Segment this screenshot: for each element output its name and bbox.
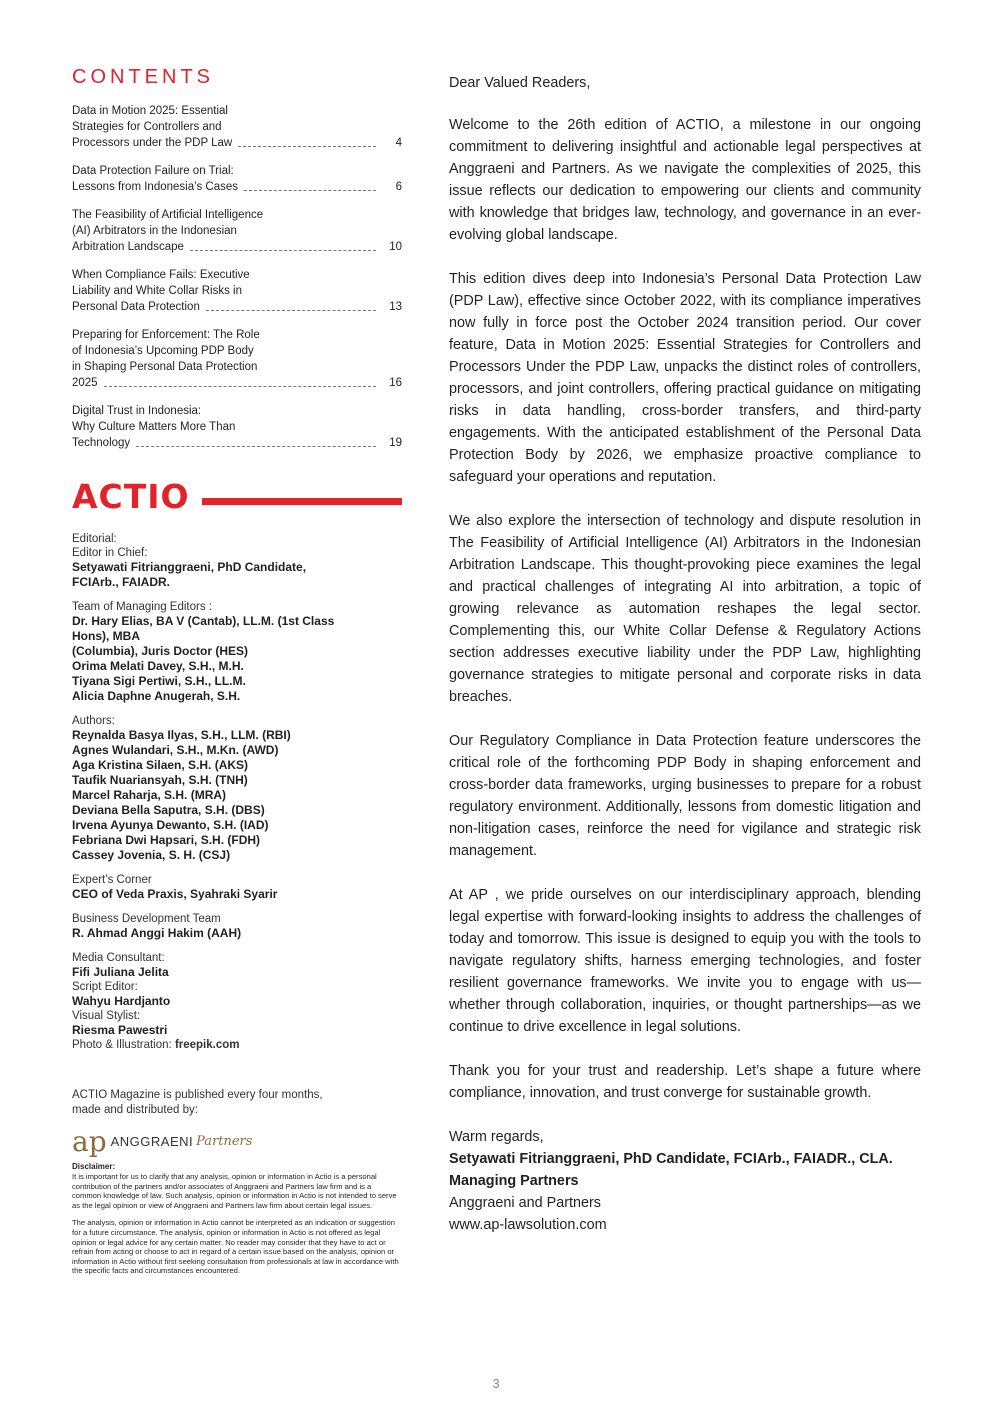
bizdev-label: Business Development Team xyxy=(72,913,221,925)
actio-logo-row xyxy=(72,477,402,516)
toc-item-line: in Shaping Personal Data Protection xyxy=(72,361,258,373)
toc-item[interactable] xyxy=(72,163,402,195)
toc-item-line: of Indonesia’s Upcoming PDP Body xyxy=(72,345,254,357)
toc-list xyxy=(72,103,402,451)
toc-item-line: Data Protection Failure on Trial: xyxy=(72,165,234,177)
author-name: Marcel Raharja, S.H. (MRA) xyxy=(72,788,227,802)
editor-in-chief-name: Setyawati Fitrianggraeni, PhD Candidate, xyxy=(72,560,307,574)
disclaimer xyxy=(72,1162,402,1276)
bizdev-name: R. Ahmad Anggi Hakim (AAH) xyxy=(72,926,242,940)
toc-item-line: Lessons from Indonesia’s Cases xyxy=(72,181,238,193)
toc-page-number: 13 xyxy=(389,301,402,313)
author-name: Agnes Wulandari, S.H., M.Kn. (AWD) xyxy=(72,743,279,757)
toc-item-line: Preparing for Enforcement: The Role xyxy=(72,329,260,341)
toc-item-line: The Feasibility of Artificial Intelligence xyxy=(72,209,264,221)
author-name: Febriana Dwi Hapsari, S.H. (FDH) xyxy=(72,833,261,847)
managing-editor-name: Hons), MBA xyxy=(72,629,140,643)
script-editor-label: Script Editor: xyxy=(72,981,138,993)
visual-stylist-name: Riesma Pawestri xyxy=(72,1023,168,1037)
signature-firm: Anggraeni and Partners xyxy=(449,1195,602,1211)
toc-item[interactable] xyxy=(72,403,402,451)
author-name: Taufik Nuariansyah, S.H. (TNH) xyxy=(72,773,248,787)
toc-item-line: Processors under the PDP Law xyxy=(72,137,233,149)
publisher-line: ACTIO Magazine is published every four months, xyxy=(72,1089,323,1101)
logo-red-bar xyxy=(202,498,402,505)
visual-stylist-label: Visual Stylist: xyxy=(72,1010,141,1022)
toc-item-line: (AI) Arbitrators in the Indonesian xyxy=(72,225,237,237)
letter-paragraph: We also explore the intersection of technology and dispute resolution in The Feasibility of Artificial Intelligence (AI) Arbitrators in the Indonesian Arbitration Landscape. This thought-provoking piece examines the legal and practical challenges of integrating AI into arbitration, a topic of growing relevance as automation reshapes the legal sector. Complementing this, our White Collar Defense & Regulatory Actions section addresses executive liability under the PDP Law, highlighting governance strategies to mitigate personal and corporate risks in data breaches. xyxy=(449,513,921,705)
letter-paragraph: Thank you for your trust and readership. Let’s shape a future where compliance, innovation, and trust converge for sustainable growth. xyxy=(449,1063,921,1101)
toc-page-number: 19 xyxy=(389,437,402,449)
toc-item-line: Data in Motion 2025: Essential xyxy=(72,105,228,117)
toc-item-line: Technology xyxy=(72,437,131,449)
toc-page-number: 10 xyxy=(389,241,402,253)
ap-logo-mark: ap xyxy=(72,1124,107,1158)
toc-item[interactable] xyxy=(72,103,402,151)
script-editor-name: Wahyu Hardjanto xyxy=(72,994,171,1008)
masthead xyxy=(72,532,402,1052)
disclaimer-paragraph: The analysis, opinion or information in Actio cannot be interpreted as an indication or suggestion for a future circumstance. The analysis, opinion or information in Actio is not offered as legal opinion or legal advice for any certain matter. No reader may consider that they have to act or refrain from acting or choose to act in regard of a certain issue based on the analysis, opinion or information in Actio without first seeking consultation from professionals at law in accordance with the specific facts and circumstances encountered. xyxy=(72,1218,399,1276)
letter-greeting: Dear Valued Readers, xyxy=(449,75,591,91)
dotted-leader xyxy=(244,190,376,191)
editor-letter xyxy=(449,72,921,1236)
author-name: Aga Kristina Silaen, S.H. (AKS) xyxy=(72,758,249,772)
author-name: Irvena Ayunya Dewanto, S.H. (IAD) xyxy=(72,818,269,832)
author-name: Cassey Jovenia, S. H. (CSJ) xyxy=(72,848,231,862)
dotted-leader xyxy=(206,310,376,311)
brand-name: ANGGRAENI xyxy=(110,1133,194,1149)
editor-in-chief-label: Editor in Chief: xyxy=(72,547,148,559)
toc-item-line: Why Culture Matters More Than xyxy=(72,421,236,433)
managing-editor-name: Dr. Hary Elias, BA V (Cantab), LL.M. (1st Class xyxy=(72,614,335,628)
publisher-note xyxy=(72,1088,402,1118)
contents-heading: CONTENTS xyxy=(72,66,214,88)
actio-logo: ACTIO xyxy=(72,477,190,516)
signature-website: www.ap-lawsolution.com xyxy=(449,1217,607,1233)
toc-page-number: 6 xyxy=(395,181,402,193)
disclaimer-title: Disclaimer: xyxy=(72,1162,116,1171)
page-number: 3 xyxy=(492,1376,500,1391)
photo-credit-source: freepik.com xyxy=(174,1039,240,1051)
toc-item-line: Arbitration Landscape xyxy=(72,241,184,253)
toc-item-line: Digital Trust in Indonesia: xyxy=(72,405,202,417)
toc-item-line: Strategies for Controllers and xyxy=(72,121,222,133)
toc-item[interactable] xyxy=(72,327,402,391)
letter-paragraph: This edition dives deep into Indonesia’s Personal Data Protection Law (PDP Law), effective since October 2022, with its compliance imperatives now fully in force post the October 2024 transition period. Our cover feature, Data in Motion 2025: Essential Strategies for Controllers and Processors Under the PDP Law, unpacks the distinct roles of controllers, processors, and joint controllers, offering practical guidance on mitigating risks in data handling, cross-border transfers, and third-party engagements. With the anticipated establishment of the Personal Data Protection Body by 2026, we emphasize proactive compliance to safeguard your operations and reputation. xyxy=(449,271,921,485)
experts-corner-label: Expert’s Corner xyxy=(72,874,152,886)
letter-paragraph: Our Regulatory Compliance in Data Protection feature underscores the critical role of the forthcoming PDP Body in shaping enforcement and cross-border data frameworks, urging businesses to prepare for a robust regulatory environment. Additionally, lessons from domestic litigation and non-litigation cases, reinforce the need for vigilance and strategic risk management. xyxy=(449,733,921,859)
toc-item-line: 2025 xyxy=(72,377,98,389)
dotted-leader xyxy=(104,386,376,387)
anggraeni-partners-logo xyxy=(72,1124,402,1158)
editor-in-chief-name: FCIArb., FAIADR. xyxy=(72,575,170,589)
authors-label: Authors: xyxy=(72,715,115,727)
dotted-leader xyxy=(238,146,376,147)
editorial-label: Editorial: xyxy=(72,533,117,545)
toc-item-line: Personal Data Protection xyxy=(72,301,200,313)
expert-name: CEO of Veda Praxis, Syahraki Syarir xyxy=(72,887,278,901)
photo-credit-label: Photo & Illustration: xyxy=(72,1039,172,1051)
author-name: Deviana Bella Saputra, S.H. (DBS) xyxy=(72,803,265,817)
left-column xyxy=(72,66,402,1284)
managing-editor-name: (Columbia), Juris Doctor (HES) xyxy=(72,644,249,658)
publisher-line: made and distributed by: xyxy=(72,1104,198,1116)
brand-script: Partners xyxy=(196,1133,253,1149)
signature-name: Setyawati Fitrianggraeni, PhD Candidate, FCIArb., FAIADR., CLA. xyxy=(449,1151,893,1167)
managing-editor-name: Alicia Daphne Anugerah, S.H. xyxy=(72,689,241,703)
managing-editor-name: Orima Melati Davey, S.H., M.H. xyxy=(72,659,244,673)
toc-item-line: Liability and White Collar Risks in xyxy=(72,285,243,297)
toc-page-number: 16 xyxy=(389,377,402,389)
dotted-leader xyxy=(136,446,376,447)
toc-item-line: When Compliance Fails: Executive xyxy=(72,269,250,281)
managing-editor-name: Tiyana Sigi Pertiwi, S.H., LL.M. xyxy=(72,674,246,688)
managing-editors-label: Team of Managing Editors : xyxy=(72,601,212,613)
media-consultant-label: Media Consultant: xyxy=(72,952,165,964)
toc-item[interactable] xyxy=(72,207,402,255)
letter-closing: Warm regards, xyxy=(449,1129,544,1145)
photo-credit xyxy=(72,1038,402,1052)
letter-paragraph: Welcome to the 26th edition of ACTIO, a milestone in our ongoing commitment to delivering insightful and actionable legal perspectives at Anggraeni and Partners. As we navigate the complexities of 2025, this issue reflects our dedication to empowering our clients and community with knowledge that bridges law, technology, and governance in an ever-evolving global landscape. xyxy=(449,117,921,243)
letter-paragraph: At AP , we pride ourselves on our interdisciplinary approach, blending legal expertise with forward-looking insights to address the challenges of today and tomorrow. This issue is designed to equip you with the tools to navigate regulatory shifts, harness emerging technologies, and foster resilient governance frameworks. We invite you to engage with us—whether through collaboration, inquiries, or thought partnerships—as we continue to drive excellence in legal solutions. xyxy=(449,887,921,1035)
dotted-leader xyxy=(190,250,376,251)
signature-title: Managing Partners xyxy=(449,1173,579,1189)
toc-item[interactable] xyxy=(72,267,402,315)
toc-page-number: 4 xyxy=(395,137,402,149)
author-name: Reynalda Basya Ilyas, S.H., LLM. (RBI) xyxy=(72,728,291,742)
media-consultant-name: Fifi Juliana Jelita xyxy=(72,965,169,979)
disclaimer-paragraph: It is important for us to clarify that any analysis, opinion or information in Actio is a personal contribution of the partners and/or associates of Anggraeni and Partners law firm and is a common knowledge of law. Such analysis, opinion or information in Actio is not intended to serve as the legal opinion or view of Anggraeni and Partners law firm about certain legal issues. xyxy=(72,1172,397,1210)
